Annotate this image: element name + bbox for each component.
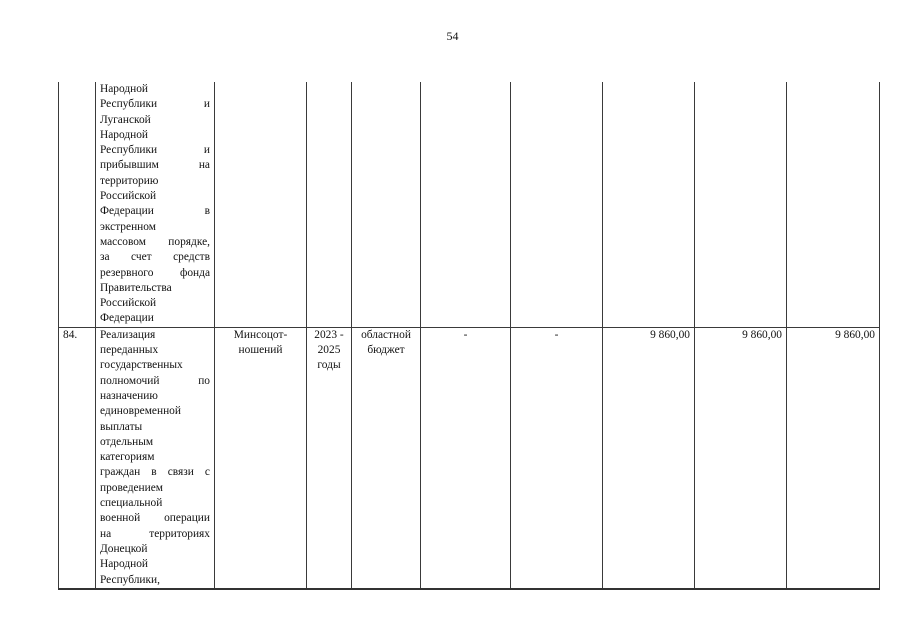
measure-name-line: Российской — [100, 190, 157, 203]
measure-name-line: прибывшим на — [100, 159, 210, 172]
measure-name-line: Донецкой — [100, 542, 148, 555]
measure-name-line: военной операции — [100, 512, 210, 525]
funding-source-cell — [352, 327, 421, 589]
funding-source-line: областной — [361, 328, 411, 341]
period-line: 2025 — [317, 344, 341, 357]
measure-name-line: экстренном — [100, 220, 156, 233]
measure-name-line: территорию — [100, 174, 159, 187]
period-line: годы — [317, 359, 341, 372]
measure-name-line: Народной — [100, 83, 149, 95]
funding-source-line: бюджет — [367, 344, 405, 357]
measure-name-line: Реализация — [100, 328, 156, 341]
value-cell-3: 9 860,00 — [603, 327, 695, 589]
table-row-continued — [59, 82, 880, 327]
row-number-cell — [59, 82, 96, 327]
page-number: 54 — [446, 29, 459, 43]
measure-name-line: за счет средств — [100, 251, 210, 264]
value-cell — [511, 82, 603, 327]
period-cell — [307, 327, 352, 589]
executor-line: Минсоцот- — [233, 328, 288, 341]
measure-name-line: Федерации — [100, 312, 154, 325]
value-cell — [787, 82, 880, 327]
measure-name-line: Народной — [100, 558, 149, 571]
period-cell — [307, 82, 352, 327]
measure-name-cell — [96, 82, 215, 327]
measure-name-line: Федерации в — [100, 205, 210, 218]
measure-name-line: государственных — [100, 359, 183, 372]
measure-name-line: Народной — [100, 128, 149, 141]
table-row-84 — [59, 327, 880, 589]
value-cell-2: - — [511, 327, 603, 589]
program-table — [58, 82, 880, 590]
measure-name-line: Республики и — [100, 98, 210, 111]
value-cell — [695, 82, 787, 327]
value-cell-4: 9 860,00 — [695, 327, 787, 589]
measure-name-cell — [96, 327, 215, 589]
value-cell — [603, 82, 695, 327]
executor-line: ношений — [238, 344, 283, 357]
executor-cell — [215, 327, 307, 589]
measure-name-line: единовременной — [100, 405, 181, 418]
measure-name-line: переданных — [100, 344, 159, 357]
measure-name-line: категориям — [100, 451, 155, 464]
measure-name-line: Республики, — [100, 573, 160, 586]
measure-name-line: специальной — [100, 497, 163, 510]
measure-name-line: граждан в связи с — [100, 466, 210, 479]
measure-name-line: назначению — [100, 389, 158, 402]
measure-name-line: Российской — [100, 297, 157, 310]
measure-name-line: Правительства — [100, 281, 172, 294]
measure-name-line: полномочий по — [100, 374, 210, 387]
measure-name-line: массовом порядке, — [100, 235, 210, 248]
measure-name-line: отдельным — [100, 435, 154, 448]
executor-cell — [215, 82, 307, 327]
measure-name-line: резервного фонда — [100, 266, 210, 279]
value-cell-5: 9 860,00 — [787, 327, 880, 589]
measure-name-line: на территориях — [100, 527, 210, 540]
funding-source-cell — [352, 82, 421, 327]
measure-name-line: Республики и — [100, 144, 210, 157]
measure-name-line: Луганской — [100, 113, 151, 126]
value-cell — [421, 82, 511, 327]
value-cell-1: - — [421, 327, 511, 589]
measure-name-line: проведением — [100, 481, 164, 494]
period-line: 2023 - — [314, 328, 344, 341]
row-number-cell: 84. — [59, 327, 96, 589]
measure-name-line: выплаты — [100, 420, 143, 433]
